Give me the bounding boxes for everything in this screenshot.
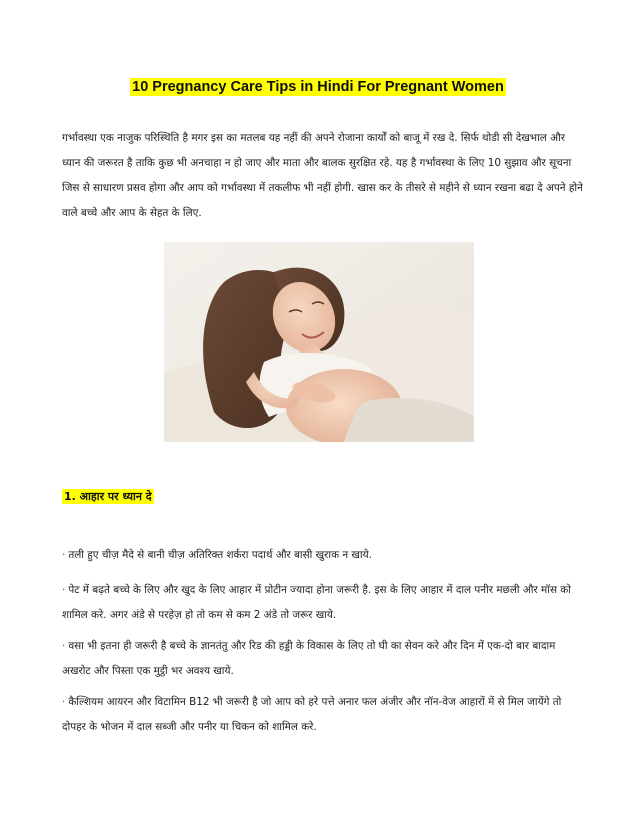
list-item-text: वसा भी इतना ही जरूरी है बच्चे के ज्ञानतंतु और रिड की हड्डी के विकास के लिए तो घी का सेवन करे और दिन में एक-दो बार बादाम अखरोट और पिस्ता एक मुट्ठी भर अवश्य खाये.: [62, 640, 556, 677]
bullet-mark: ·: [62, 584, 66, 596]
list-item-text: तली हुए चीज़ मैदे से बानी चीज़ अतिरिक्त शर्करा पदार्थ और बासी खुराक न खाये.: [68, 549, 372, 561]
page-title: [108, 78, 528, 96]
list-item: [62, 578, 584, 628]
title-text: 10 Pregnancy Care Tips in Hindi For Pregnant Women: [132, 79, 504, 95]
bullet-mark: ·: [62, 640, 66, 652]
bullet-mark: ·: [62, 549, 66, 561]
section-heading-text: 1. आहार पर ध्यान दे: [64, 490, 152, 503]
intro-paragraph: गर्भावस्था एक नाजुक परिस्थिति है मगर इस का मतलब यह नहीं की अपने रोजाना कार्यों को बाजू में रख दे. सिर्फ थोडी सी देखभाल और ध्यान की जरूरत है ताकि कुछ भी अनचाहा न हो जाए और माता और बालक सुरक्षित रहे. यह है गर्भावस्था के लिए 10 सुझाव और सूचना जिस से साधारण प्रसव होगा और आप को गर्भावस्था में तकलीफ भी नहीं होगी. खास कर के तीसरे से महीने से ध्यान रखना बढा दे अपने होने वाले बच्चे और आप के सेहत के लिए.: [62, 132, 583, 219]
bullet-mark: ·: [62, 696, 66, 708]
list-item: [62, 634, 584, 684]
list-item-text: कैल्शियम आयरन और विटामिन B12 भी जरूरी है जो आप को हरे पत्ते अनार फल अंजीर और नॉन-वेज आहारों में से मिल जायेंगे तो दोपहर के भोजन में दाल सब्जी और पनीर या चिकन को शामिल करे.: [62, 696, 562, 733]
photo-illustration: [164, 242, 474, 442]
pregnant-woman-photo: [164, 242, 474, 442]
list-item: [62, 690, 584, 740]
list-item-text: पेट में बढ़ते बच्चे के लिए और खुद के लिए आहार में प्रोटीन ज्यादा होना जरूरी है. इस के लिए आहार में दाल पनीर मछली और मॉस को शामिल करे. अगर अंडे से परहेज़ हो तो कम से कम 2 अंडे तो जरूर खाये.: [62, 584, 571, 621]
list-item: [62, 543, 584, 568]
section-heading-diet: [62, 488, 154, 506]
